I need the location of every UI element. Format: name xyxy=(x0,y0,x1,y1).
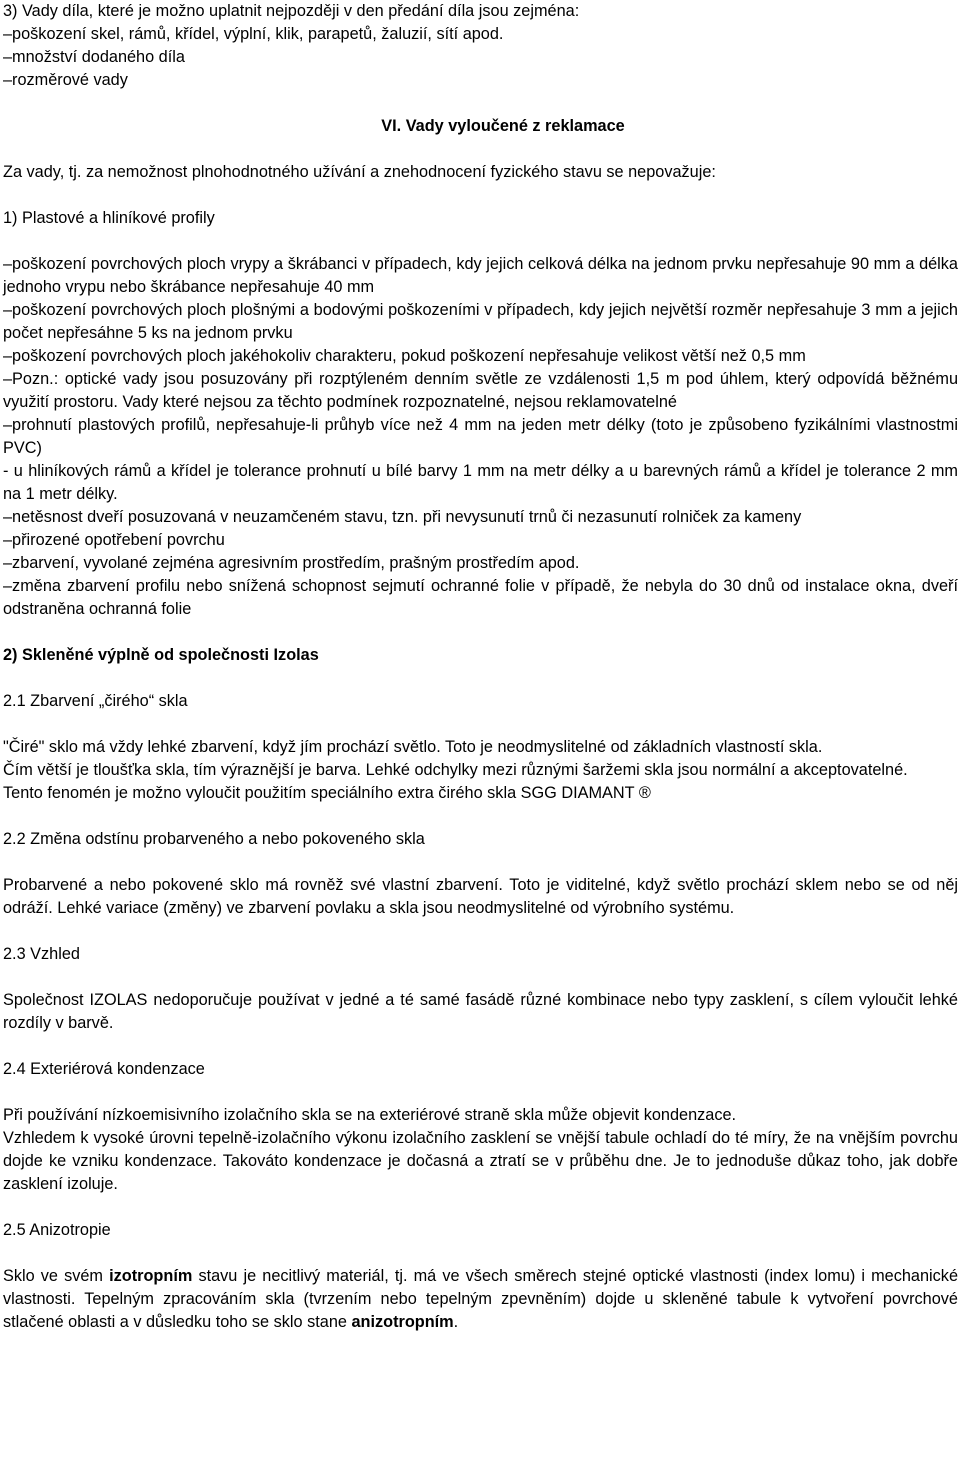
section-intro: Za vady, tj. za nemožnost plnohodnotného užívání a znehodnocení fyzického stavu se nepovažuje: xyxy=(3,163,716,181)
s22-heading: 2.2 Změna odstínu probarveného a nebo pokoveného skla xyxy=(3,830,425,848)
s21-line: Tento fenomén je možno vyloučit použitím speciálního extra čirého skla SGG DIAMANT ® xyxy=(3,784,651,802)
sub1-item: –přirozené opotřebení povrchu xyxy=(3,531,225,549)
sub1-item: –Pozn.: optické vady jsou posuzovány při rozptýleném denním světle ze vzdálenosti 1,5 m pod úhlem, který odpovídá běžnému využití prostoru. Vady které nejsou za těchto podmínek rozpoznatelné, nejsou reklamovatelné xyxy=(3,370,958,411)
s25-bold-isotropic: izotropním xyxy=(109,1267,193,1285)
s24-heading: 2.4 Exteriérová kondenzace xyxy=(3,1060,205,1078)
sub1-item: –prohnutí plastových profilů, nepřesahuje-li průhyb více než 4 mm na jeden metr délky (toto je způsobeno fyzikálními vlastnostmi PVC) xyxy=(3,416,958,457)
s21-line: Čím větší je tloušťka skla, tím výraznější je barva. Lehké odchylky mezi různými šaržemi skla jsou normální a akceptovatelné. xyxy=(3,761,908,779)
section-title: VI. Vady vyloučené z reklamace xyxy=(381,117,625,135)
sub1-item: –poškození povrchových ploch plošnými a bodovými poškozeními v případech, kdy jejich největší rozměr nepřesahuje 3 mm a jejich počet nepřesáhne 5 ks na jednom prvku xyxy=(3,301,958,342)
intro-line: –rozměrové vady xyxy=(3,71,128,89)
s25-bold-anisotropic: anizotropním xyxy=(351,1313,454,1331)
s25-text-c: . xyxy=(453,1313,459,1331)
s25-text-a: Sklo ve svém xyxy=(3,1267,110,1285)
sub1-item: –netěsnost dveří posuzovaná v neuzamčeném stavu, tzn. při nevysunutí trnů či nezasunutí rolniček za kameny xyxy=(3,508,802,526)
sub1-item: –zbarvení, vyvolané zejména agresivním prostředím, prašným prostředím apod. xyxy=(3,554,580,572)
sub1-item: –poškození povrchových ploch jakéhokoliv charakteru, pokud poškození nepřesahuje velikost větší než 0,5 mm xyxy=(3,347,806,365)
s25-text xyxy=(3,1265,958,1334)
s25-text-b: stavu je necitlivý materiál, tj. má ve všech směrech stejné optické vlastnosti (index lomu) i mechanické vlastnosti. Tepelným zpracováním skla (tvrzením nebo tepelným zpevněním) dojde u skleněné tabule k vytvoření povrchové stlačené oblasti a v důsledku toho se sklo stane xyxy=(3,1267,958,1331)
s25-heading: 2.5 Anizotropie xyxy=(3,1221,111,1239)
s21-line: "Čiré" sklo má vždy lehké zbarvení, když jím prochází světlo. Toto je neodmyslitelné od základních vlastností skla. xyxy=(3,738,823,756)
s23-heading: 2.3 Vzhled xyxy=(3,945,80,963)
sub1-heading: 1) Plastové a hliníkové profily xyxy=(3,209,215,227)
intro-line: –množství dodaného díla xyxy=(3,48,185,66)
s22-text: Probarvené a nebo pokovené sklo má rovněž své vlastní zbarvení. Toto je viditelné, když světlo prochází sklem nebo se od něj odráží. Lehké variace (změny) ve zbarvení povlaku a skla jsou neodmyslitelné od výrobního systému. xyxy=(3,876,958,917)
s23-text: Společnost IZOLAS nedoporučuje používat v jedné a té samé fasádě různé kombinace nebo typy zasklení, s cílem vyloučit lehké rozdíly v barvě. xyxy=(3,991,958,1032)
intro-line: –poškození skel, rámů, křídel, výplní, klik, parapetů, žaluzií, sítí apod. xyxy=(3,25,504,43)
sub1-item: –poškození povrchových ploch vrypy a škrábanci v případech, kdy jejich celková délka na jednom prvku nepřesahuje 90 mm a délka jednoho vrypu nebo škrábance nepřesahuje 40 mm xyxy=(3,255,958,296)
s24-line: Vzhledem k vysoké úrovni tepelně-izolačního výkonu izolačního zasklení se vnější tabule ochladí do té míry, že na vnějším povrchu dojde ke vzniku kondenzace. Takováto kondenzace je dočasná a ztratí se v průběhu dne. Je to jednoduše důkaz toho, jak dobře zasklení izoluje. xyxy=(3,1129,958,1193)
sub1-item: –změna zbarvení profilu nebo snížená schopnost sejmutí ochranné folie v případě, že nebyla do 30 dnů od instalace okna, dveří odstraněna ochranná folie xyxy=(3,577,958,618)
sub1-item: - u hliníkových rámů a křídel je tolerance prohnutí u bílé barvy 1 mm na metr délky a u barevných rámů a křídel je tolerance 2 mm na 1 metr délky. xyxy=(3,462,958,503)
intro-line: 3) Vady díla, které je možno uplatnit nejpozději v den předání díla jsou zejména: xyxy=(3,2,580,20)
sub2-heading: 2) Skleněné výplně od společnosti Izolas xyxy=(3,646,319,664)
s24-line: Při používání nízkoemisivního izolačního skla se na exteriérové straně skla může objevit kondenzace. xyxy=(3,1106,737,1124)
s21-heading: 2.1 Zbarvení „čirého“ skla xyxy=(3,692,188,710)
